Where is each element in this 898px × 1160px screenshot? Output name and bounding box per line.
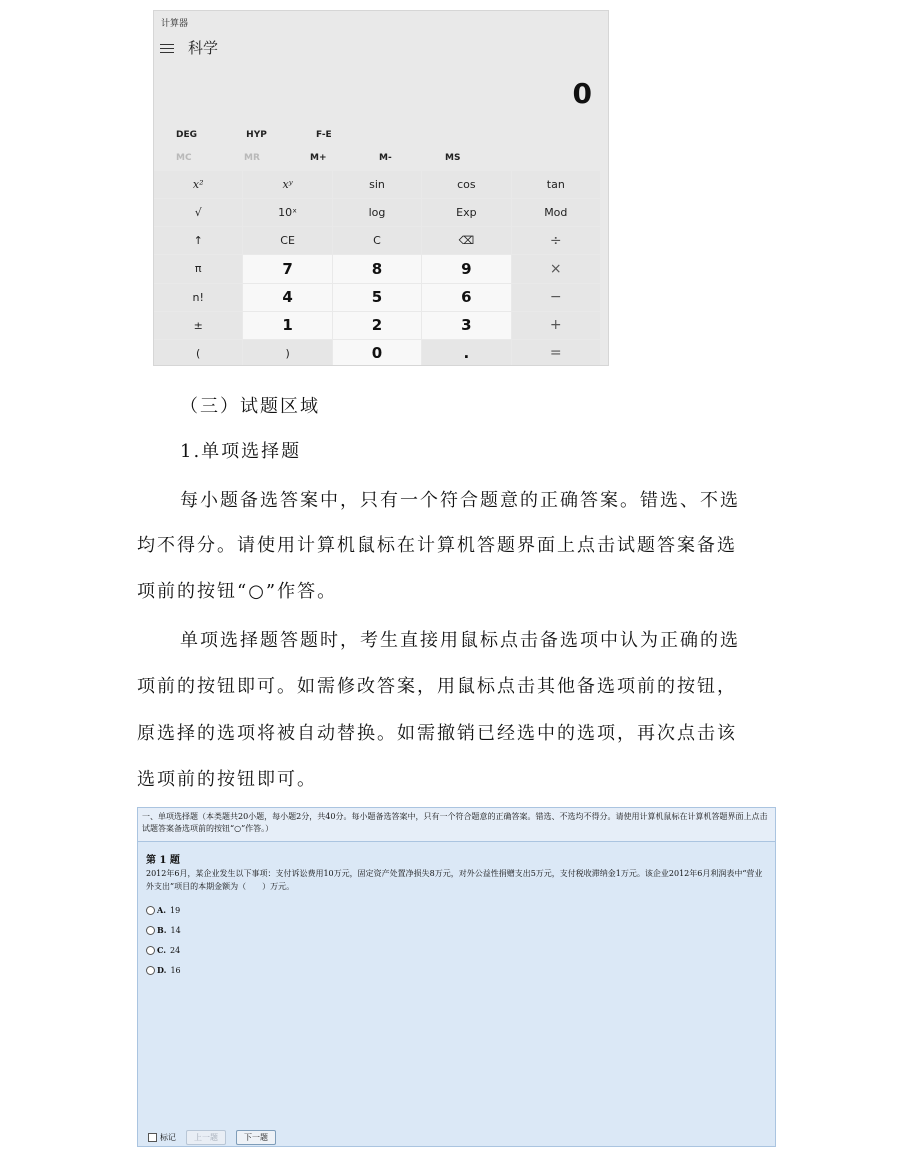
close-paren-key[interactable]: ) [243, 340, 331, 366]
radio-icon[interactable] [146, 906, 155, 915]
paragraph-line: 原选择的选项将被自动替换。如需撤销已经选中的选项，再次点击该 [137, 723, 737, 744]
question-text: 2012年6月，某企业发生以下事项：支付诉讼费用10万元，固定资产处置净损失8万元，对外公益性捐赠支出5万元，支付税收滞纳金1万元。该企业2012年6月利润表中“营业外支出”项目的本期金额为（ ）万元。 [146, 869, 763, 891]
hyp-button[interactable]: HYP [246, 130, 267, 140]
cos-key[interactable]: cos [422, 171, 510, 198]
exam-footer [148, 1130, 276, 1145]
digit-9-key[interactable]: 9 [422, 255, 510, 282]
paragraph-line: 每小题备选答案中，只有一个符合题意的正确答案。错选、不选 [180, 490, 740, 511]
memory-row [176, 153, 460, 163]
factorial-key[interactable]: n! [154, 284, 242, 311]
paragraph-line: 单项选择题答题时，考生直接用鼠标点击备选项中认为正确的选 [180, 630, 740, 651]
mc-button[interactable]: MC [176, 153, 192, 163]
subtract-key[interactable]: − [512, 284, 600, 311]
calculator-mode-label: 科学 [188, 39, 219, 57]
digit-3-key[interactable]: 3 [422, 312, 510, 339]
digit-1-key[interactable]: 1 [243, 312, 331, 339]
option-list [146, 900, 181, 980]
decimal-key[interactable]: . [422, 340, 510, 366]
calculator-window-title: 计算器 [161, 19, 189, 29]
section-heading: （三）试题区域 [180, 396, 320, 417]
calculator-display: 0 [572, 77, 592, 110]
prev-question-button[interactable]: 上一题 [186, 1130, 226, 1145]
deg-button[interactable]: DEG [176, 130, 198, 140]
m-minus-button[interactable]: M- [379, 153, 392, 163]
paragraph-line: 均不得分。请使用计算机鼠标在计算机答题界面上点击试题答案备选 [137, 535, 737, 556]
mod-key[interactable]: Mod [512, 199, 600, 226]
checkbox-icon[interactable] [148, 1133, 157, 1142]
add-key[interactable]: + [512, 312, 600, 339]
digit-4-key[interactable]: 4 [243, 284, 331, 311]
paragraph-line: 选项前的按钮即可。 [137, 769, 317, 790]
paragraph-line: 项前的按钮即可。如需修改答案，用鼠标点击其他备选项前的按钮， [137, 676, 737, 697]
tan-key[interactable]: tan [512, 171, 600, 198]
power-key[interactable]: xʸ [243, 171, 331, 198]
sqrt-key[interactable]: √ [154, 199, 242, 226]
digit-7-key[interactable]: 7 [243, 255, 331, 282]
divide-key[interactable]: ÷ [512, 227, 600, 254]
backspace-icon[interactable]: ⌫ [422, 227, 510, 254]
c-key[interactable]: C [333, 227, 421, 254]
exam-screenshot [137, 807, 776, 1147]
digit-8-key[interactable]: 8 [333, 255, 421, 282]
fe-button[interactable]: F-E [315, 130, 332, 140]
radio-icon[interactable] [146, 926, 155, 935]
calculator-screenshot [153, 10, 609, 366]
radio-icon[interactable] [146, 966, 155, 975]
digit-6-key[interactable]: 6 [422, 284, 510, 311]
square-key[interactable]: x² [154, 171, 242, 198]
log-key[interactable]: log [333, 199, 421, 226]
calculator-header [160, 37, 218, 58]
m-plus-button[interactable]: M+ [310, 153, 327, 163]
digit-2-key[interactable]: 2 [333, 312, 421, 339]
digit-5-key[interactable]: 5 [333, 284, 421, 311]
sin-key[interactable]: sin [333, 171, 421, 198]
option-value: 16 [170, 965, 181, 975]
negate-key[interactable]: ± [154, 312, 242, 339]
next-question-button[interactable]: 下一题 [236, 1130, 276, 1145]
angle-row [176, 130, 378, 140]
mark-label: 标记 [160, 1133, 176, 1142]
option-b[interactable] [146, 920, 181, 940]
calculator-keypad [154, 171, 600, 366]
pi-key[interactable]: π [154, 255, 242, 282]
subheading: 1.单项选择题 [180, 441, 302, 462]
option-c[interactable] [146, 940, 181, 960]
exam-section-header: 一、单项选择题（本类题共20小题，每小题2分，共40分。每小题备选答案中，只有一个符合题意的正确答案。错选、不选均不得分。请使用计算机鼠标在计算机答题界面上点击试题答案备选项前的按钮“○”作答。） [138, 808, 775, 842]
paragraph-line: 项前的按钮“○”作答。 [137, 581, 338, 602]
multiply-key[interactable]: × [512, 255, 600, 282]
equals-key[interactable]: = [512, 340, 600, 366]
open-paren-key[interactable]: ( [154, 340, 242, 366]
exp-key[interactable]: Exp [422, 199, 510, 226]
option-value: 14 [170, 925, 181, 935]
option-letter: C. [157, 945, 167, 955]
option-a[interactable] [146, 900, 181, 920]
mr-button[interactable]: MR [244, 153, 260, 163]
ten-power-key[interactable]: 10ˣ [243, 199, 331, 226]
option-d[interactable] [146, 960, 181, 980]
ms-button[interactable]: MS [445, 153, 461, 163]
digit-0-key[interactable]: 0 [333, 340, 421, 366]
option-value: 19 [170, 905, 181, 915]
question-title: 第 1 题 [146, 855, 180, 866]
radio-icon[interactable] [146, 946, 155, 955]
hamburger-menu-icon[interactable] [160, 43, 174, 53]
shift-up-arrow-icon[interactable]: ↑ [154, 227, 242, 254]
ce-key[interactable]: CE [243, 227, 331, 254]
option-letter: A. [157, 905, 166, 915]
option-letter: B. [157, 925, 167, 935]
option-value: 24 [170, 945, 181, 955]
option-letter: D. [157, 965, 167, 975]
